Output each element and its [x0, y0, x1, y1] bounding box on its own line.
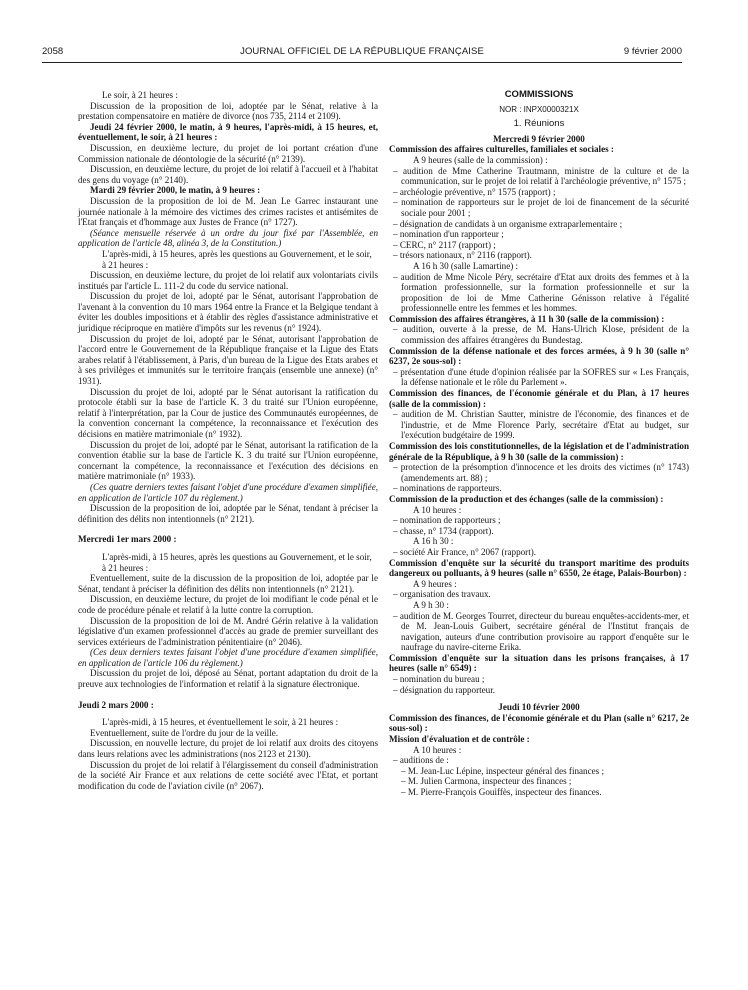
session-time: L'après-midi, à 15 heures, et éventuellement le soir, à 21 heures : [102, 717, 339, 728]
commission-heading: Commission des affaires étrangères, à 11 h 30 (salle de la commission) : [389, 313, 665, 324]
agenda-entry: – nomination de rapporteurs ; [393, 515, 501, 526]
meeting-time: A 9 heures : [413, 578, 457, 589]
session-time: L'après-midi, à 15 heures, après les questions au Gouvernement, et le soir, à 21 heures : [102, 248, 372, 270]
header-rule [42, 62, 682, 63]
agenda-subentry: – M. Pierre-François Gouiffès, inspecteur des finances. [401, 787, 602, 797]
agenda-item: Discussion du projet de loi, adopté par le Sénat, autorisant l'approbation de l'accord entre le Gouvernement de la République française et la Ligue des Etats arabes relatif à l'établissement, à Paris, d'un bureau de la Ligue des Etats arabes et à ses privilèges et immunités sur le territoire français (ensemble une annexe) (n° 1931). [78, 333, 378, 387]
agenda-entry: – nomination du bureau ; [393, 674, 485, 685]
subsection-title: 1. Réunions [513, 118, 565, 130]
commission-heading: Commission d'enquête sur la situation dans les prisons françaises, à 17 heures (salle n° 6549) : [389, 652, 689, 674]
agenda-entry: – chasse, n° 1734 (rapport). [393, 525, 494, 536]
nor-reference: NOR : INPX0000321X [499, 104, 579, 114]
session-time: L'après-midi, à 15 heures, après les questions au Gouvernement, et le soir, à 21 heures : [102, 551, 372, 573]
meeting-time: A 16 h 30 (salle Lamartine) : [413, 260, 519, 271]
left-column [78, 90, 378, 791]
meeting-time: A 9 h 30 : [413, 599, 449, 610]
agenda-entry: – organisation des travaux. [393, 589, 491, 600]
commission-heading: Commission des affaires culturelles, familiales et sociales : [389, 144, 614, 155]
agenda-entry: – désignation du rapporteur. [393, 684, 496, 695]
agenda-item: Discussion, en deuxième lecture, du projet de loi modifiant le code pénal et le code de procédure pénale et relatif à la lutte contre la corruption. [78, 594, 378, 615]
agenda-entry: – présentation d'une étude d'opinion réalisée par la SOFRES sur « Les Français, la défense nationale et le rôle du Parlement ». [393, 366, 689, 388]
agenda-entry: – société Air France, n° 2067 (rapport). [393, 546, 537, 557]
agenda-entry: – audition de Mme Catherine Trautmann, ministre de la culture et de la communication, sur le projet de loi relatif à l'archéologie préventive, n° 1575 ; [393, 165, 689, 187]
agenda-entry: – nomination de rapporteurs sur le projet de loi de financement de la sécurité sociale pour 2001 ; [393, 197, 689, 218]
procedure-note: (Ces deux derniers textes faisant l'objet d'une procédure d'examen simplifiée, en application de l'article 106 du règlement.) [78, 647, 378, 668]
section-title: COMMISSIONS [504, 89, 574, 100]
agenda-item: Discussion du projet de loi, déposé au Sénat, portant adaptation du droit de la preuve aux technologies de l'information et relatif à la signature électronique. [78, 668, 378, 690]
agenda-item: Discussion de la proposition de loi, adoptée par le Sénat, relative à la prestation compensatoire en matière de divorce (nos 735, 2114 et 2109). [78, 100, 378, 122]
day-heading: Mercredi 9 février 2000 [493, 133, 585, 144]
session-heading: Jeudi 24 février 2000, le matin, à 9 heures, l'après-midi, à 15 heures, et, éventuellement, le soir, à 21 heures : [78, 121, 378, 143]
day-heading: Jeudi 2 mars 2000 : [78, 699, 154, 710]
agenda-item: Discussion, en deuxième lecture, du projet de loi relatif à l'accueil et à l'habitat des gens du voyage (n° 2140). [78, 164, 378, 185]
agenda-entry: – audition de Mme Nicole Péry, secrétaire d'Etat aux droits des femmes et à la formation professionnelle, sur la formation professionnelle et sur la proposition de loi de Mme Catherine Génisson relative à l'égalité professionnelle entre les femmes et les hommes. [393, 271, 689, 314]
session-heading: Mardi 29 février 2000, le matin, à 9 heures : [90, 185, 261, 196]
agenda-entry: – archéologie préventive, n° 1575 (rapport) ; [393, 186, 556, 197]
agenda-item: Discussion, en nouvelle lecture, du projet de loi relatif aux droits des citoyens dans leurs relations avec les administrations (nos 2123 et 2130). [78, 738, 378, 760]
agenda-item: Discussion du projet de loi, adopté par le Sénat autorisant la ratification du protocole établi sur la base de l'article K. 3 du traité sur l'Union européenne, relatif à l'interprétation, par la Cour de justice des Communautés européennes, de la convention concernant la compétence, la reconnaissance et l'exécution des décisions en matière matrimoniale (n° 1932). [78, 386, 378, 439]
agenda-entry: – auditions de : [393, 755, 449, 766]
right-column [389, 90, 689, 798]
meeting-time: A 10 heures : [413, 744, 462, 755]
agenda-entry: – nomination d'un rapporteur ; [393, 229, 504, 240]
agenda-entry: – audition, ouverte à la presse, de M. Hans-Ulrich Klose, président de la commission des affaires étrangères du Bundestag. [393, 324, 689, 346]
procedure-note: (Ces quatre derniers textes faisant l'objet d'une procédure d'examen simplifiée, en application de l'article 107 du règlement.) [78, 481, 378, 503]
session-time: Le soir, à 21 heures : [102, 90, 178, 100]
mission-heading: Mission d'évaluation et de contrôle : [389, 734, 530, 745]
agenda-entry: – désignation de candidats à un organisme extraparlementaire ; [393, 218, 623, 229]
commission-heading: Commission d'enquête sur la sécurité du transport maritime des produits dangereux ou polluants, à 9 heures (salle n° 6550, 2e étage, Palais-Bourbon) : [389, 557, 689, 579]
agenda-item: Discussion du projet de loi, adopté par le Sénat, autorisant la ratification de la convention établie sur la base de l'article K. 3 du traité sur l'Union européenne, concernant la compétence, la reconnaissance et l'exécution des décisions en matière matrimoniale (n° 1933). [78, 439, 378, 482]
agenda-item: Discussion de la proposition de loi, adoptée par le Sénat, tendant à préciser la définition des délits non intentionnels (n° 2121). [78, 503, 378, 524]
agenda-item: Discussion, en deuxième lecture, du projet de loi relatif aux volontariats civils institués par l'article L. 111-2 du code du service national. [78, 270, 378, 291]
agenda-entry: – trésors nationaux, n° 2116 (rapport). [393, 250, 532, 261]
agenda-entry: – audition de M. Georges Tourret, directeur du bureau enquêtes-accidents-mer, et de M. Jean-Louis Guibert, secrétaire général de l'Institut français de navigation, auteurs d'une contribution provisoire au rapport d'enquête sur le naufrage du navire-citerne Erika. [393, 610, 689, 653]
day-heading: Jeudi 10 février 2000 [498, 702, 580, 713]
agenda-item: Discussion de la proposition de loi de M. André Gérin relative à la validation législative d'un examen professionnel d'accès au grade de premier surveillant des services extérieurs de l'administration pénitentiaire (n° 2046). [78, 615, 378, 647]
day-heading: Mercredi 1er mars 2000 : [78, 534, 177, 545]
journal-title: JOURNAL OFFICIEL DE LA RÉPUBLIQUE FRANÇAISE [240, 46, 484, 57]
agenda-entry: – CERC, n° 2117 (rapport) ; [393, 239, 496, 250]
meeting-time: A 9 heures (salle de la commission) : [413, 154, 548, 165]
agenda-item: Discussion du projet de loi relatif à l'élargissement du conseil d'administration de la société Air France et aux relations de cette société avec l'Etat, et portant modification du code de l'aviation civile (n° 2067). [78, 759, 378, 791]
agenda-entry: – nominations de rapporteurs. [393, 483, 502, 494]
agenda-item: Eventuellement, suite de la discussion de la proposition de loi, adoptée par le Sénat, tendant à préciser la définition des délits non intentionnels (n° 2121). [78, 573, 378, 594]
agenda-item: Discussion du projet de loi, adopté par le Sénat, autorisant l'approbation de l'avenant à la convention du 10 mars 1964 entre la France et la Belgique tendant à éviter les doubles impositions et à établir des règles d'assistance administrative et juridique réciproque en matière d'impôts sur les revenus (n° 1924). [78, 291, 378, 334]
issue-date: 9 février 2000 [623, 46, 682, 57]
page-header [42, 46, 682, 60]
commission-heading: Commission des finances, de l'économie générale et du Plan, à 17 heures (salle de la commission) : [389, 388, 689, 409]
agenda-subentry: – M. Julien Carmona, inspecteur des finances ; [401, 776, 572, 787]
meeting-time: A 10 heures : [413, 504, 462, 515]
agenda-subentry: – M. Jean-Luc Lépine, inspecteur général des finances ; [401, 765, 605, 776]
agenda-item: Discussion, en deuxième lecture, du projet de loi portant création d'une Commission nationale de déontologie de la sécurité (n° 2139). [78, 142, 378, 164]
procedure-note: (Séance mensuelle réservée à un ordre du jour fixé par l'Assemblée, en application de l'article 48, alinéa 3, de la Constitution.) [78, 227, 378, 249]
page-number: 2058 [42, 46, 64, 57]
commission-heading: Commission des finances, de l'économie générale et du Plan (salle n° 6217, 2e sous-sol) : [389, 712, 689, 734]
agenda-item: Discussion de la proposition de loi de M. Jean Le Garrec instaurant une journée nationale à la mémoire des victimes des crimes racistes et antisémites de l'Etat français et d'hommage aux Justes de France (n° 1727). [78, 195, 378, 228]
agenda-item: Eventuellement, suite de l'ordre du jour de la veille. [90, 727, 278, 738]
agenda-entry: – audition de M. Christian Sautter, ministre de l'économie, des finances et de l'industrie, et de Mme Florence Parly, secrétaire d'Etat au budget, sur l'exécution budgétaire de 1999. [393, 409, 689, 441]
meeting-time: A 16 h 30 : [413, 536, 454, 547]
commission-heading: Commission de la défense nationale et des forces armées, à 9 h 30 (salle n° 6237, 2e sous-sol) : [389, 345, 689, 367]
commission-heading: Commission des lois constitutionnelles, de la législation et de l'administration générale de la République, à 9 h 30 (salle de la commission) : [389, 441, 689, 462]
commission-heading: Commission de la production et des échanges (salle de la commission) : [389, 493, 664, 504]
agenda-entry: – protection de la présomption d'innocence et les droits des victimes (n° 1743) (amendements art. 88) ; [393, 462, 689, 483]
